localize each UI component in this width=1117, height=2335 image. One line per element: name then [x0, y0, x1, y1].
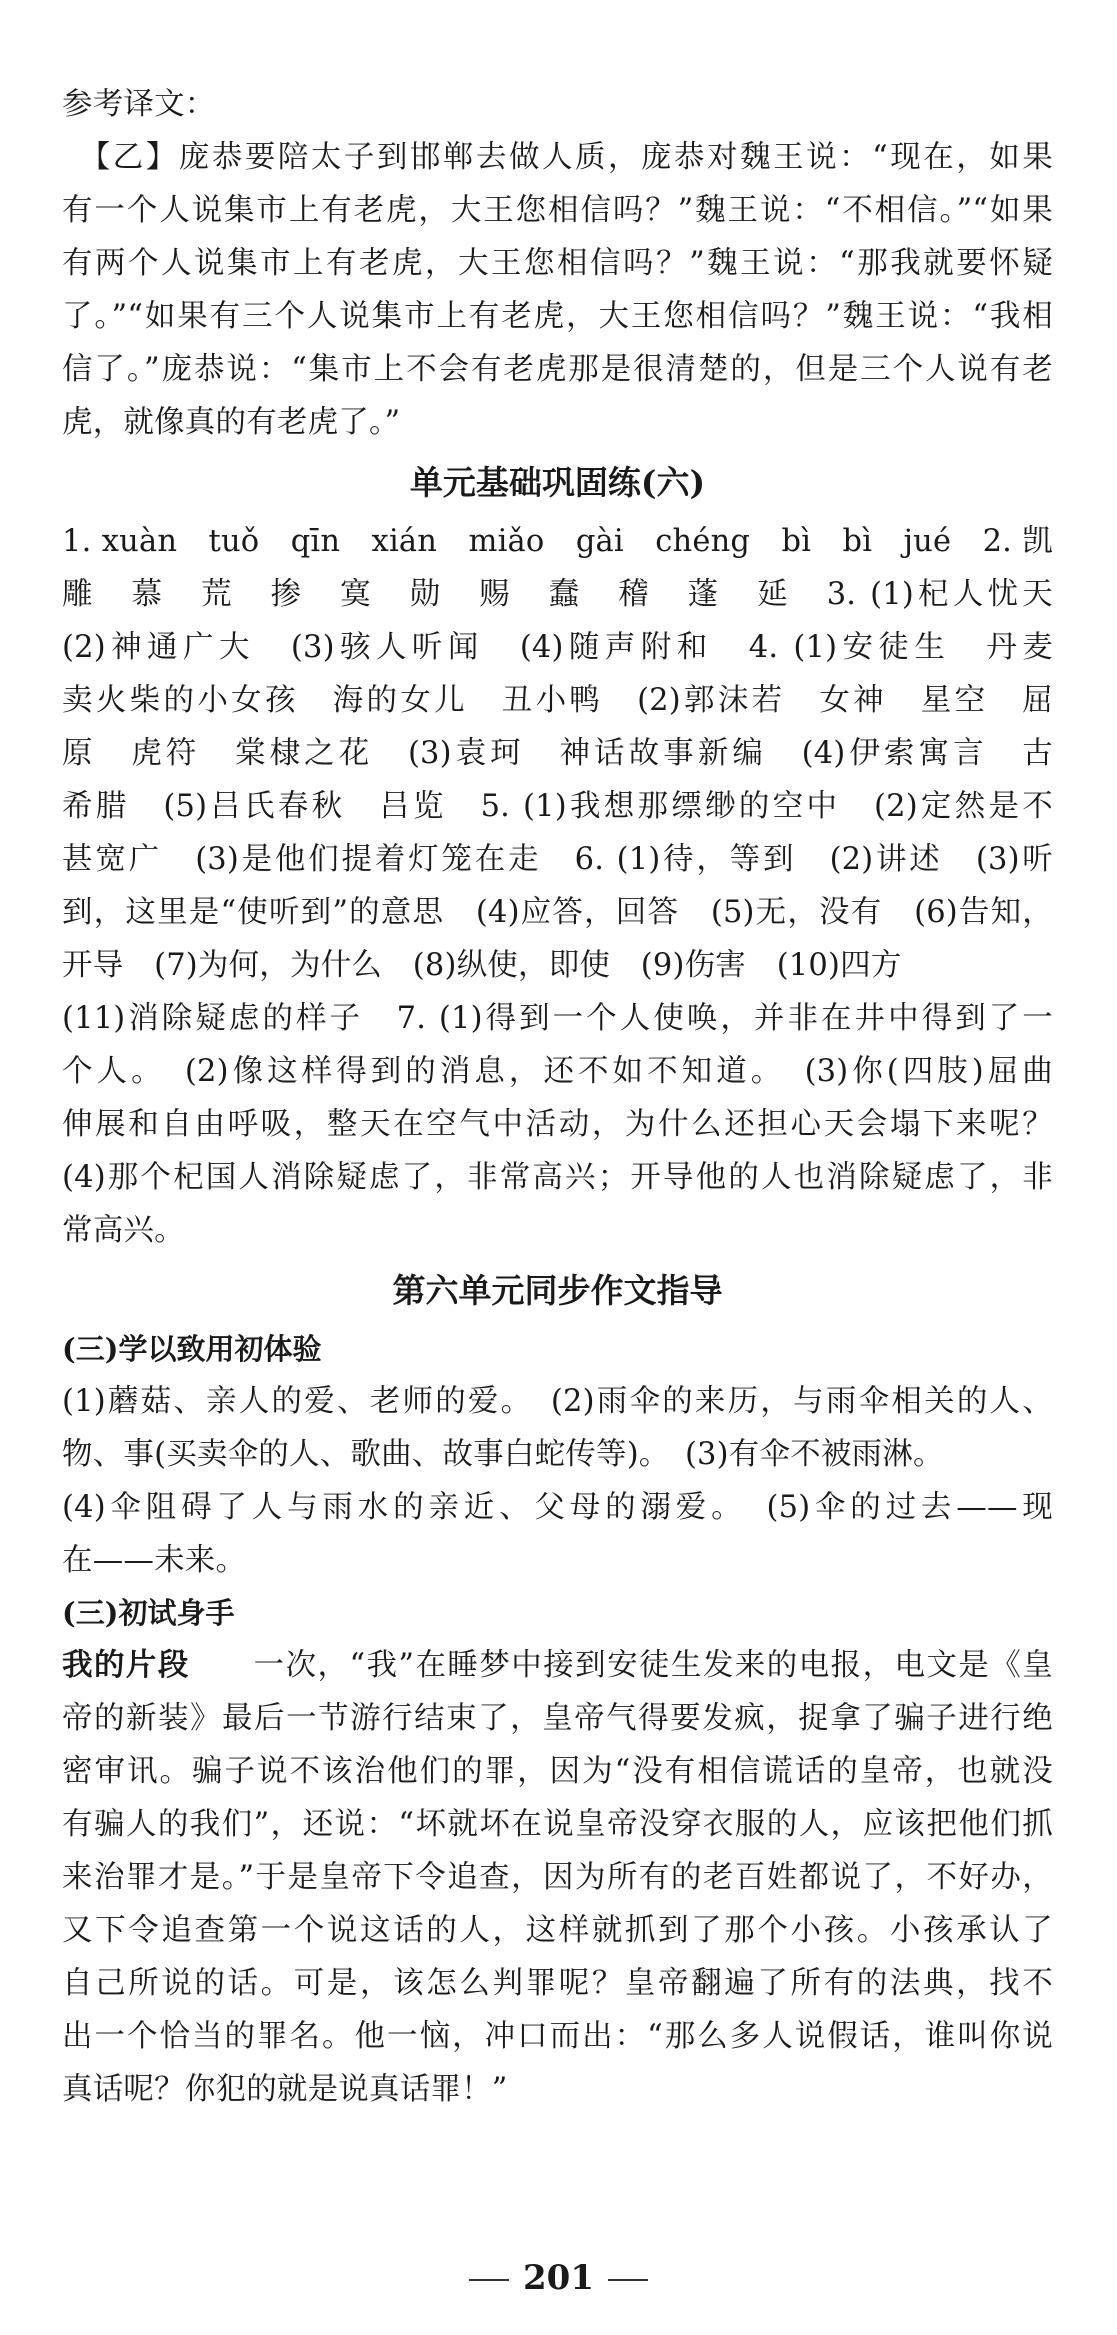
text-line: 了。”“如果有三个人说集市上有老虎，大王您相信吗？”魏王说：“我相 — [62, 299, 1053, 334]
text-line: 伸展和自由呼吸，整天在空气中活动，为什么还担心天会塌下来呢？ — [62, 1107, 1053, 1142]
text-line: 1. xuàn tuǒ qīn xián miǎo gài chéng bì bì jué 2. 凯 — [62, 524, 1053, 559]
text-line: 信了。”庞恭说：“集市上不会有老虎那是很清楚的，但是三个人说有老 — [62, 352, 1053, 387]
reference-heading: 参考译文： — [62, 87, 216, 122]
text-line: 真话呢？你犯的就是说真话罪！” — [62, 2072, 508, 2107]
footer-dash-right — [608, 2279, 648, 2281]
text-line: 有骗人的我们”，还说：“坏就坏在说皇帝没穿衣服的人，应该把他们抓 — [62, 1807, 1053, 1842]
paragraph-text: 一次，“我”在睡梦中接到安徒生发来的电报，电文是《皇 — [189, 1648, 1053, 1683]
text-line: 自己所说的话。可是，该怎么判罪呢？皇帝翻遍了所有的法典，找不 — [62, 1966, 1053, 2001]
section-title-writing-guide: 第六单元同步作文指导 — [392, 1271, 723, 1310]
reference-translation — [62, 131, 1053, 449]
text-line: 虎，就像真的有老虎了。” — [62, 405, 401, 440]
page-footer — [0, 2258, 1117, 2298]
text-line: (4)那个杞国人消除疑虑了，非常高兴；开导他的人也消除疑虑了，非 — [62, 1160, 1053, 1195]
text-line: 卖火柴的小女孩 海的女儿 丑小鸭 (2)郭沫若 女神 星空 屈 — [62, 683, 1053, 718]
text-line: 在——未来。 — [62, 1543, 247, 1578]
text-line: (1)蘑菇、亲人的爱、老师的爱。 (2)雨伞的来历，与雨伞相关的人、 — [62, 1384, 1053, 1419]
text-line: (11)消除疑虑的样子 7. (1)得到一个人使唤，并非在井中得到了一 — [62, 1001, 1053, 1036]
section-title-unit-practice: 单元基础巩固练(六) — [409, 463, 706, 502]
text-line — [62, 1639, 1053, 1692]
text-line: 物、事(买卖伞的人、歌曲、故事白蛇传等)。 (3)有伞不被雨淋。 — [62, 1437, 944, 1472]
text-line: 又下令追查第一个说这话的人，这样就抓到了那个小孩。小孩承认了 — [62, 1913, 1053, 1948]
part-heading-first-try: (三)初试身手 — [62, 1596, 235, 1630]
text-line: (4)伞阻碍了人与雨水的亲近、父母的溺爱。 (5)伞的过去——现 — [62, 1490, 1053, 1525]
text-line: 希腊 (5)吕氏春秋 吕览 5. (1)我想那缥缈的空中 (2)定然是不 — [62, 789, 1053, 824]
practice-answers — [62, 1375, 1053, 1587]
text-line: 来治罪才是。”于是皇帝下令追查，因为所有的老百姓都说了，不好办， — [62, 1860, 1053, 1895]
part-heading-practice: (三)学以致用初体验 — [62, 1332, 322, 1366]
text-line: 雕 慕 荒 掺 寞 勋 赐 蠢 稽 蓬 延 3. (1)杞人忧天 — [62, 577, 1053, 612]
paragraph-label: 我的片段 — [62, 1647, 190, 1683]
text-line: 甚宽广 (3)是他们提着灯笼在走 6. (1)待，等到 (2)讲述 (3)听 — [62, 842, 1053, 877]
text-line: 个人。 (2)像这样得到的消息，还不如不知道。 (3)你(四肢)屈曲 — [62, 1054, 1053, 1089]
text-line: 有两个人说集市上有老虎，大王您相信吗？”魏王说：“那我就要怀疑 — [62, 246, 1053, 281]
footer-dash-left — [469, 2279, 509, 2281]
text-line: 原 虎符 棠棣之花 (3)袁珂 神话故事新编 (4)伊索寓言 古 — [62, 736, 1053, 771]
unit-practice-answers — [62, 515, 1053, 1257]
page-number: 201 — [523, 2258, 594, 2298]
text-line: 帝的新装》最后一节游行结束了，皇帝气得要发疯，捉拿了骗子进行绝 — [62, 1701, 1053, 1736]
text-line: 密审讯。骗子说不该治他们的罪，因为“没有相信谎话的皇帝，也就没 — [62, 1754, 1053, 1789]
text-line: 【乙】庞恭要陪太子到邯郸去做人质，庞恭对魏王说：“现在，如果 — [62, 140, 1053, 175]
text-line: 有一个人说集市上有老虎，大王您相信吗？”魏王说：“不相信。”“如果 — [62, 193, 1053, 228]
text-line: 到，这里是“使听到”的意思 (4)应答，回答 (5)无，没有 (6)告知， — [62, 895, 1053, 930]
text-line: 常高兴。 — [62, 1213, 185, 1248]
text-line: 开导 (7)为何，为什么 (8)纵使，即使 (9)伤害 (10)四方 — [62, 948, 902, 983]
text-line: 出一个恰当的罪名。他一恼，冲口而出：“那么多人说假话，谁叫你说 — [62, 2019, 1053, 2054]
text-line: (2)神通广大 (3)骇人听闻 (4)随声附和 4. (1)安徒生 丹麦 — [62, 630, 1053, 665]
my-paragraph — [62, 1639, 1053, 2116]
